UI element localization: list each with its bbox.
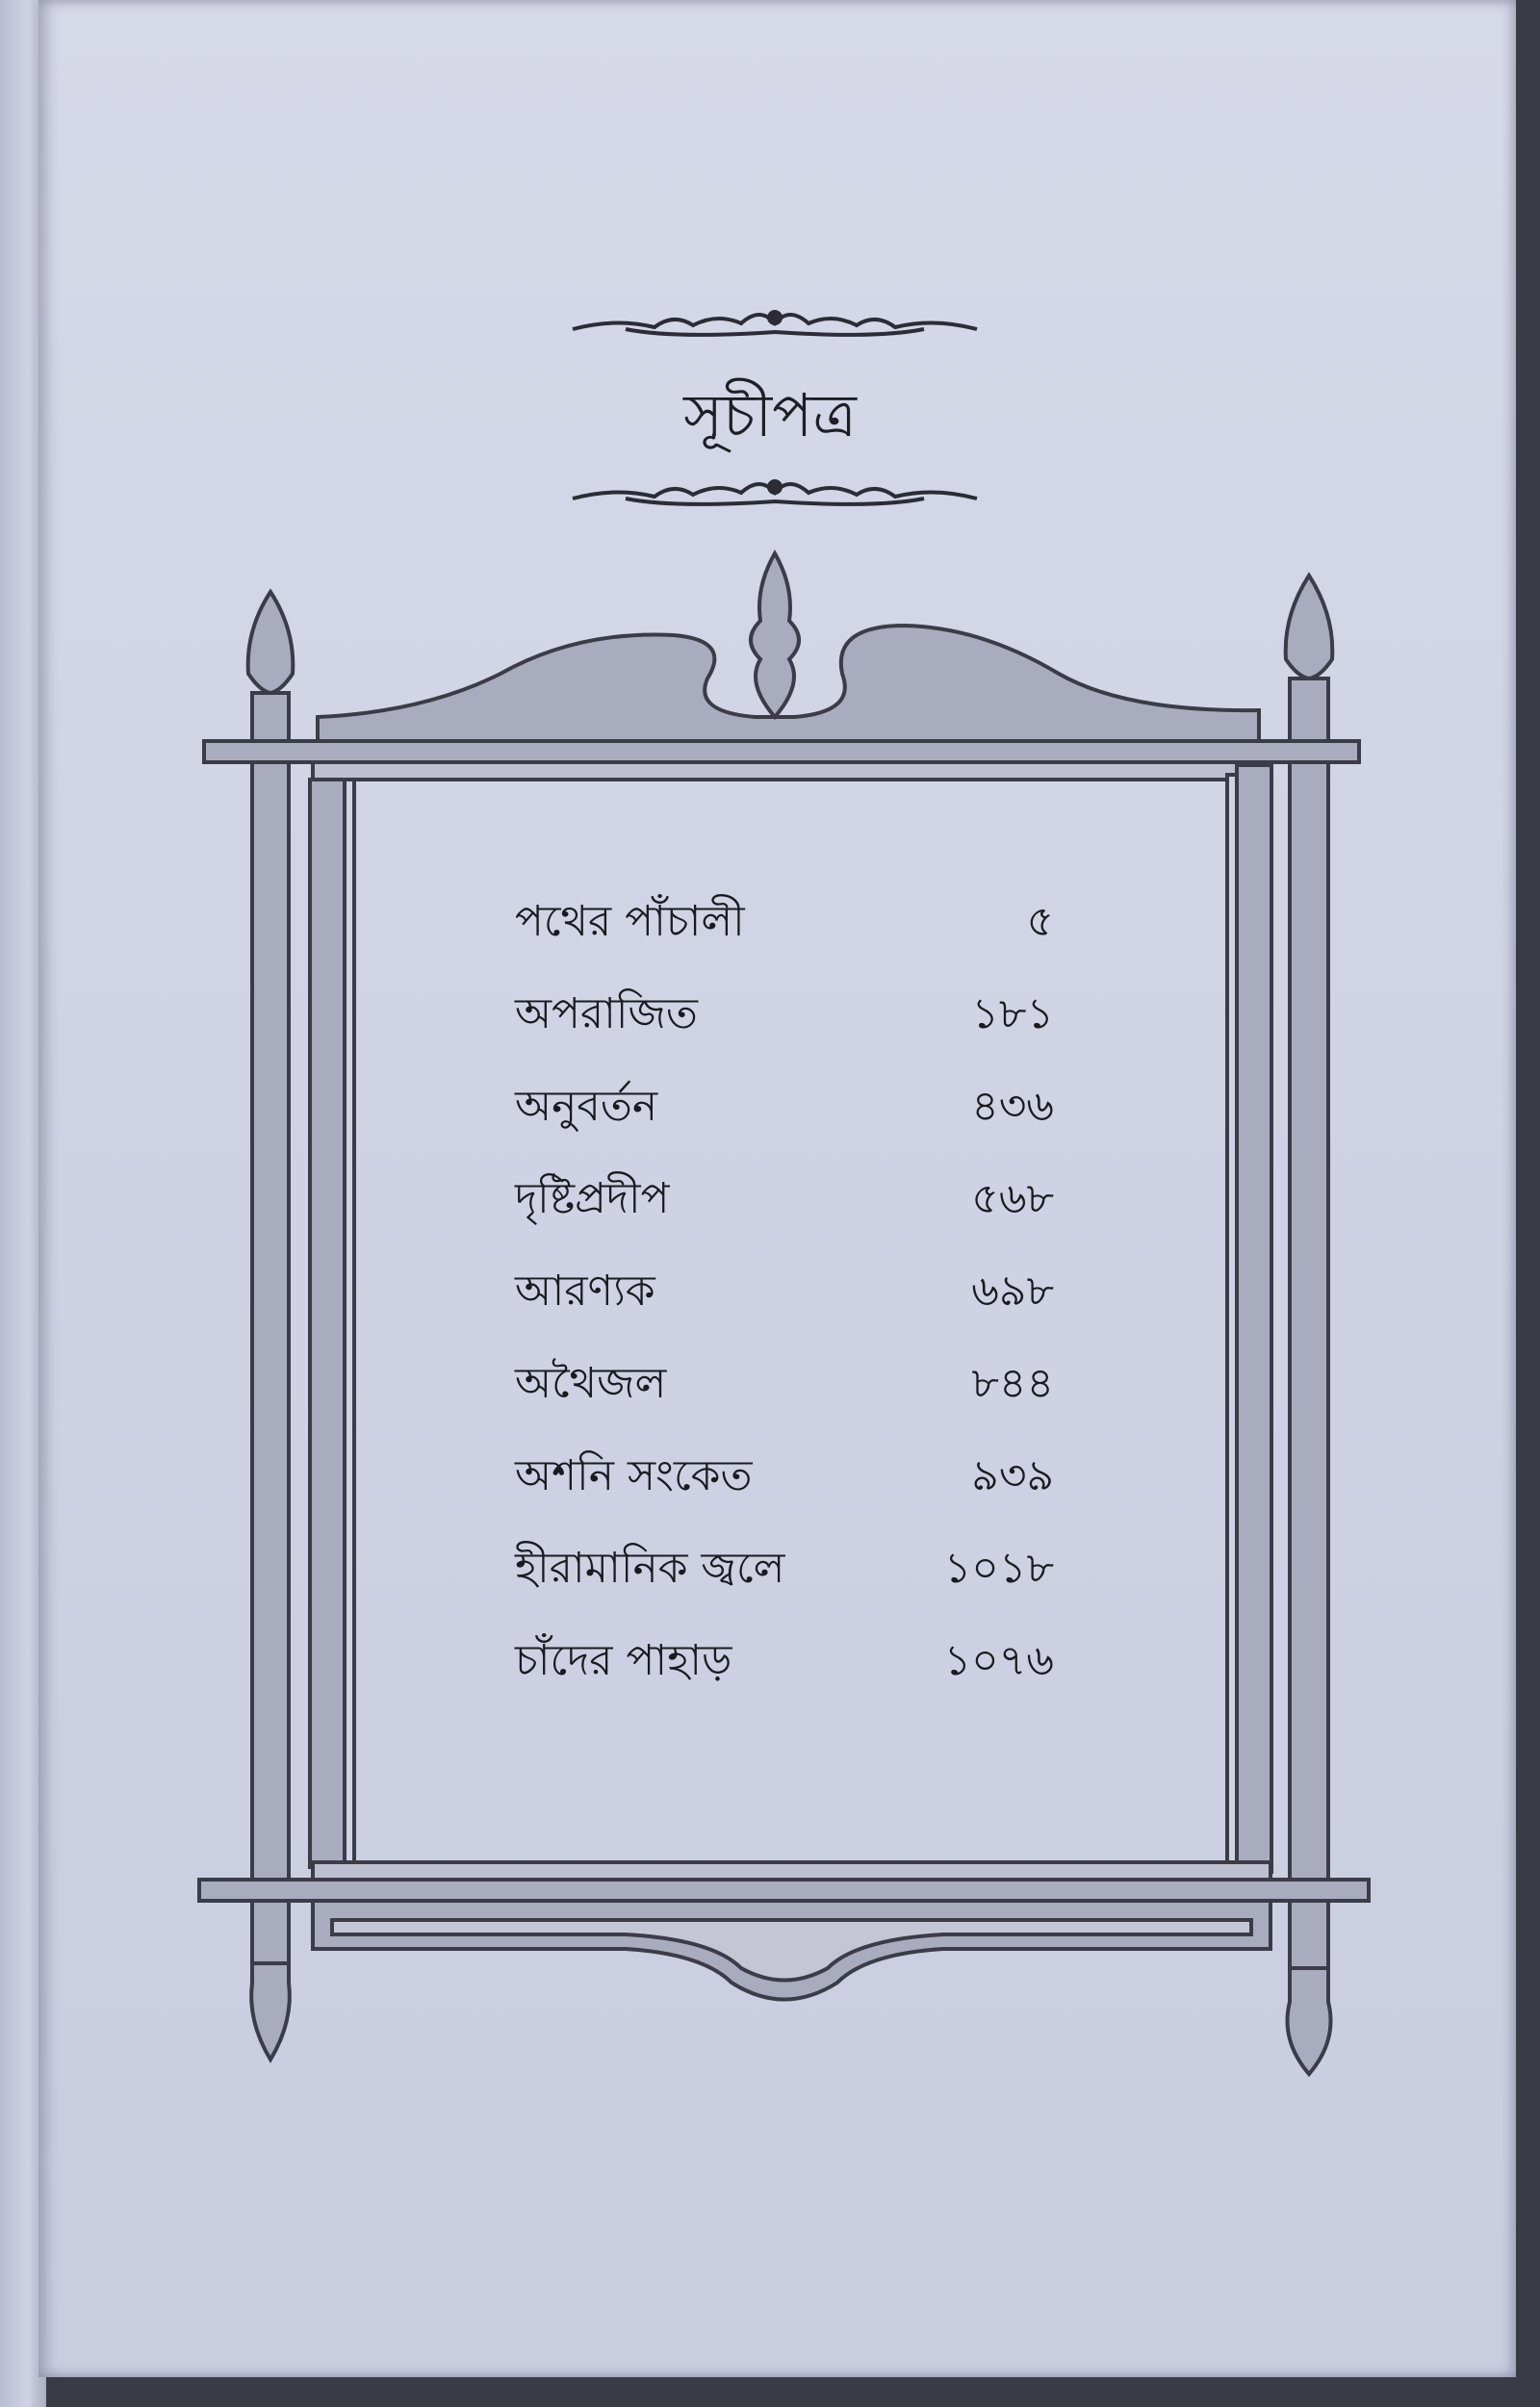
toc-entry-page-number: ১০১৮ — [943, 1544, 1054, 1593]
bottom-flourish-ornament — [573, 481, 977, 504]
toc-entry — [515, 1153, 1054, 1245]
toc-entry-title: চাঁদের পাহাড় — [515, 1636, 732, 1685]
toc-entry — [515, 1338, 1054, 1430]
toc-entry-title: হীরামানিক জ্বলে — [515, 1544, 785, 1593]
toc-entry — [515, 1523, 1054, 1615]
toc-entry-title: অপরাজিত — [515, 989, 698, 1038]
toc-entry-page-number: ১৮১ — [971, 989, 1054, 1038]
top-flourish-ornament — [573, 312, 977, 335]
toc-entry-page-number: ৪৩৬ — [971, 1082, 1054, 1131]
toc-entry — [515, 1245, 1054, 1338]
toc-entry — [515, 968, 1054, 1061]
toc-entry — [515, 1061, 1054, 1153]
toc-entry-page-number: ৫ — [1026, 897, 1054, 946]
toc-entry — [515, 1615, 1054, 1707]
table-of-contents — [515, 876, 1054, 1707]
toc-entry-page-number: ৮৪৪ — [971, 1359, 1054, 1408]
toc-entry-page-number: ১০৭৬ — [943, 1636, 1054, 1685]
toc-entry-title: দৃষ্টিপ্রদীপ — [515, 1174, 670, 1223]
toc-entry-page-number: ৬৯৮ — [971, 1267, 1054, 1316]
toc-entry — [515, 876, 1054, 968]
toc-entry-title: অথৈজল — [515, 1359, 667, 1408]
toc-entry-title: আরণ্যক — [515, 1267, 655, 1316]
toc-entry — [515, 1430, 1054, 1523]
page-title: সূচীপত্র — [683, 380, 857, 450]
toc-entry-title: অনুবর্তন — [515, 1082, 658, 1131]
toc-entry-title: অশনি সংকেত — [515, 1451, 753, 1500]
toc-entry-page-number: ৫৬৮ — [971, 1174, 1054, 1223]
toc-entry-title: পথের পাঁচালী — [515, 897, 745, 946]
toc-entry-page-number: ৯৩৯ — [971, 1451, 1054, 1500]
